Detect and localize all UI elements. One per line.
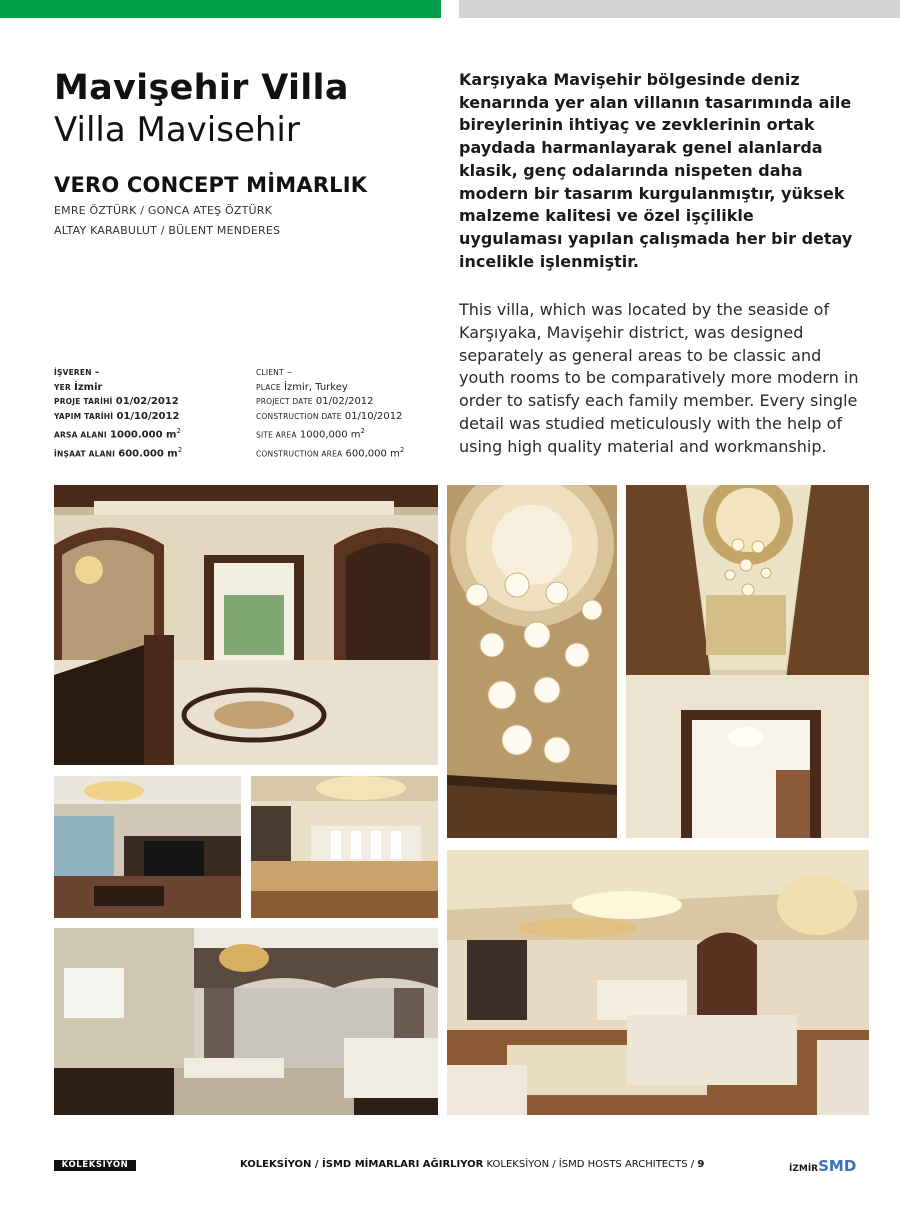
info-employer: İŞVEREN - (54, 367, 100, 378)
photo-dining-area (251, 776, 438, 918)
info-place-en: PLACE İzmir, Turkey (256, 381, 348, 393)
photo-ceiling-door (626, 485, 869, 838)
footer-brand-logo: İZMİRSMD (789, 1157, 857, 1175)
photo-tv-room (54, 776, 241, 918)
photo-grand-living-room (447, 850, 869, 1115)
info-site-area-en: SITE AREA 1000,000 $m^2$ (256, 427, 365, 441)
info-construction-area-en: CONSTRUCTION AREA 600,000 $m^2$ (256, 446, 405, 460)
project-info-en (256, 366, 404, 462)
header-green-bar (0, 0, 441, 18)
project-title-en: Villa Mavisehir (54, 110, 300, 150)
info-construction-area: İNŞAAT ALANI 600.000 $m^2$ (54, 446, 183, 460)
info-site-area: ARSA ALANI 1000.000 $m^2$ (54, 427, 181, 441)
footer-logo: KOLEKSİYON (54, 1160, 136, 1171)
info-place: YER İzmir (54, 381, 103, 393)
photo-chandelier (447, 485, 617, 838)
header-grey-bar (459, 0, 900, 18)
info-construction-date: YAPIM TARİHİ 01/10/2012 (54, 410, 180, 422)
firm-name: VERO CONCEPT MİMARLIK (54, 173, 368, 197)
footer-running-title: KOLEKSİYON / İSMD MİMARLARI AĞIRLIYOR KOLEKSİYON / İSMD HOSTS ARCHITECTS / 9 (240, 1159, 705, 1170)
description-tr: Karşıyaka Mavişehir bölgesinde deniz kenarında yer alan villanın tasarımında aile bireylerinin ihtiyaç ve zevklerinin ortak paydada harmanlayarak genel alanlarda klasik, genç odalarında nispeten daha modern bir tasarım kurgulanmıştır, yüksek malzeme kalitesi ve özel işçilikle uygulaması yapılan çalışmada her bir detay incelikle işlenmiştir. (459, 70, 853, 271)
project-title-tr: Mavişehir Villa (54, 68, 349, 108)
info-construction-date-en: CONSTRUCTION DATE 01/10/2012 (256, 410, 403, 422)
info-client: CLIENT – (256, 367, 292, 378)
photo-salon-curtains (54, 928, 438, 1115)
architects-line-1: EMRE ÖZTÜRK / GONCA ATEŞ ÖZTÜRK (54, 204, 273, 217)
description-en: This villa, which was located by the seaside of Karşıyaka, Mavişehir district, was designed separately as general areas to be classic and youth rooms to be comparatively more modern in order to satisfy each family member. Every single detail was studied meticulously with the help of using high quality material and workmanship. (459, 300, 859, 456)
page-number: 9 (697, 1159, 705, 1170)
photo-entrance-hall (54, 485, 438, 765)
info-project-date: PROJE TARİHİ 01/02/2012 (54, 396, 179, 408)
info-project-date-en: PROJECT DATE 01/02/2012 (256, 396, 374, 408)
project-info-tr (54, 366, 182, 462)
architects-line-2: ALTAY KARABULUT / BÜLENT MENDERES (54, 224, 281, 237)
